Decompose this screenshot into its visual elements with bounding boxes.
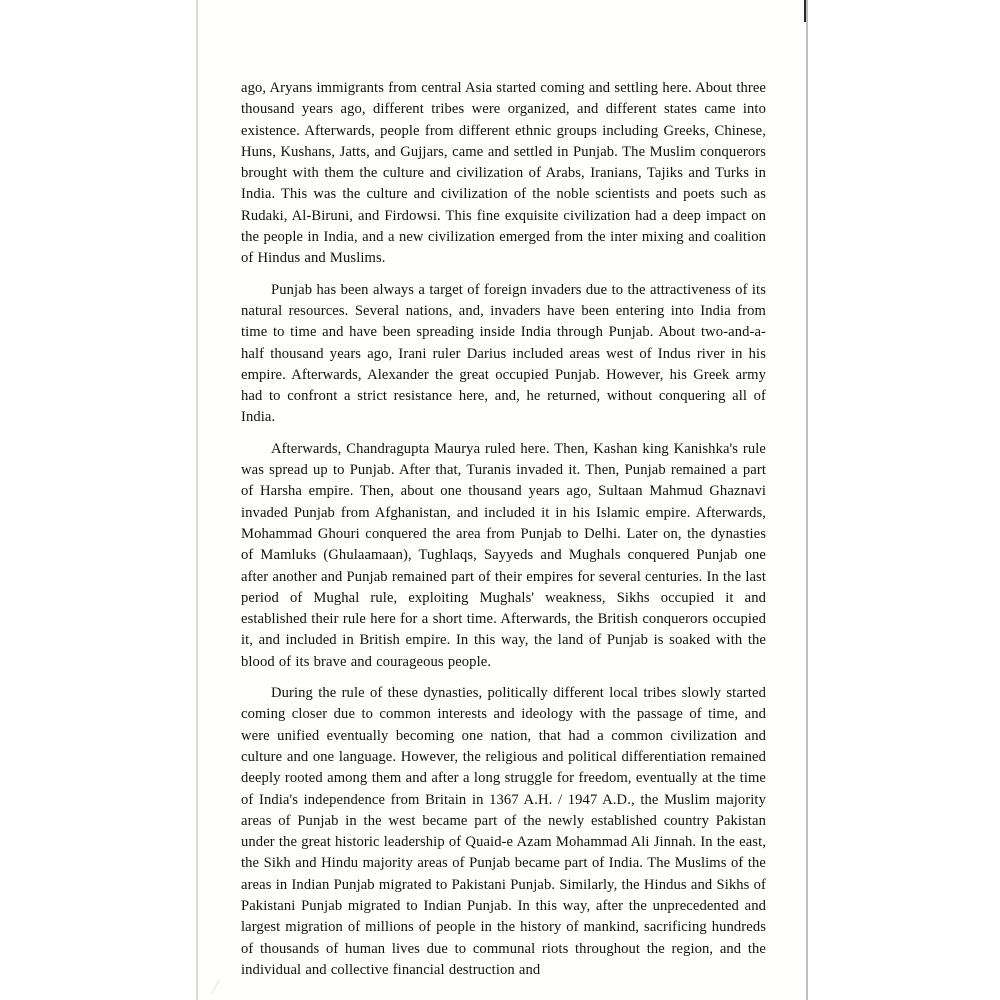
page-right-edge: [806, 0, 808, 1000]
body-text-column: [241, 78, 766, 981]
paragraph: Afterwards, Chandragupta Maurya ruled here. Then, Kashan king Kanishka's rule was spread up to Punjab. After that, Turanis invaded it. Then, Punjab remained a part of Harsha empire. Then, about one thousand years ago, Sultaan Mahmud Ghaznavi invaded Punjab from Afghanistan, and included it in his Islamic empire. Afterwards, Mohammad Ghouri conquered the area from Punjab to Delhi. Later on, the dynasties of Mamluks (Ghulaamaan), Tughlaqs, Sayyeds and Mughals conquered Punjab one after another and Punjab remained part of their empires for several centuries. In the last period of Mughal rule, exploiting Mughals' weakness, Sikhs occupied it and established their rule here for a short time. Afterwards, the British conquerors occupied it, and included in British empire. In this way, the land of Punjab is soaked with the blood of its brave and courageous people.: [241, 440, 766, 670]
paragraph: Punjab has been always a target of foreign invaders due to the attractiveness of its natural resources. Several nations, and, invaders have been entering into India from time to time and have been spreading inside India through Punjab. About two-and-a-half thousand years ago, Irani ruler Darius included areas west of Indus river in his empire. Afterwards, Alexander the great occupied Punjab. However, his Greek army had to confront a strict resistance here, and, he returned, without conquering all of India.: [241, 281, 766, 426]
page-spine-mark: [804, 0, 806, 22]
paragraph: During the rule of these dynasties, politically different local tribes slowly started coming closer due to common interests and ideology with the passage of time, and were unified eventually becoming one nation, that had a common civilization and culture and one language. However, the religious and political differentiation remained deeply rooted among them and after a long struggle for freedom, eventually at the time of India's independence from Britain in 1367 A.H. / 1947 A.D., the Muslim majority areas of Punjab in the west became part of the newly established country Pakistan under the great historic leadership of Quaid-e Azam Mohammad Ali Jinnah. In the east, the Sikh and Hindu majority areas of Punjab became part of India. The Muslims of the areas in Indian Punjab migrated to Pakistani Punjab. Similarly, the Hindus and Sikhs of Pakistani Punjab migrated to Indian Punjab. In this way, after the unprecedented and largest migration of millions of people in the history of mankind, sacrificing hundreds of thousands of human lives due to communal riots throughout the region, and the individual and collective financial destruction and: [241, 685, 766, 978]
paragraph: ago, Aryans immigrants from central Asia started coming and settling here. About three thousand years ago, different tribes were organized, and different states came into existence. Afterwards, people from different ethnic groups including Greeks, Chinese, Huns, Kushans, Jatts, and Gujjars, came and settled in Punjab. The Muslim conquerors brought with them the culture and civilization of Arabs, Iranians, Tajiks and Turks in India. This was the culture and civilization of the noble scientists and poets such as Rudaki, Al-Biruni, and Firdowsi. This fine exquisite civilization had a deep impact on the people in India, and a new civilization emerged from the inter mixing and coalition of Hindus and Muslims.: [241, 80, 766, 267]
page-left-edge: [196, 0, 198, 1000]
